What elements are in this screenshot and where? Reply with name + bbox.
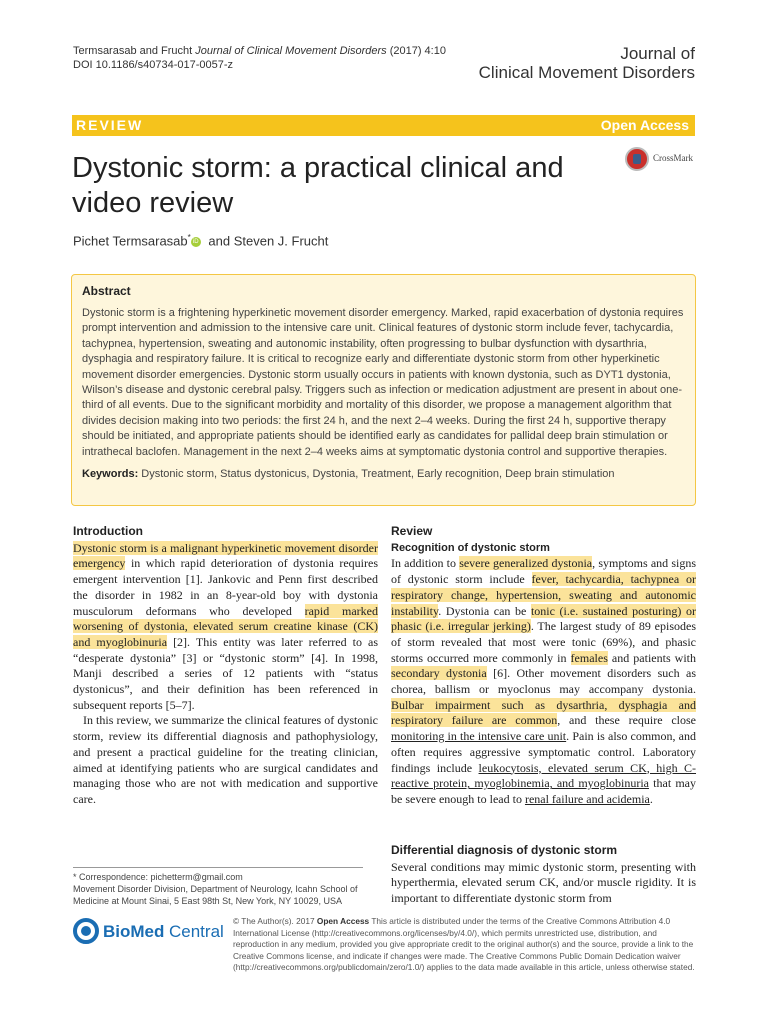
highlight: fever, tachycardia, tachypnea or respiratory change, hypertension, sweating and autonomic instability (391, 572, 696, 618)
underline: monitoring in the intensive care unit (391, 729, 567, 744)
keywords-label: Keywords: (82, 468, 139, 481)
differential-section (391, 843, 696, 907)
corresponding-mark: * (187, 233, 191, 242)
keywords-list: Dystonic storm, Status dystonicus, Dystonia, Treatment, Early recognition, Deep brain stimulation (138, 468, 615, 481)
underline: renal failure and acidemia (524, 791, 650, 806)
subsection-heading-recognition: Recognition of dystonic storm (391, 541, 550, 554)
article-type-banner (72, 115, 695, 136)
orcid-icon[interactable]: iD (191, 237, 201, 247)
highlight: rapid marked worsening of dystonia, elevated serum creatine kinase (CK) and myoglobinuria (73, 603, 378, 649)
differential-paragraph: Several conditions may mimic dystonic storm, presenting with hyperthermia, elevated serum CK, and/or muscle rigidity. It is important to differentiate dystonic storm from (391, 859, 696, 906)
open-access-label: Open Access (316, 916, 370, 926)
abstract-text: Dystonic storm is a frightening hyperkinetic movement disorder emergency. Marked, rapid exacerbation of dystonia requires prompt intervention and admission to the intensive care unit. Clinical features of dystonic storm include fever, tachycardia, tachypnea, hypertension, sweating and autonomic instability, often progressing to bulbar dysfunction with dysarthria, dysphagia and respiratory failure. It is critical to recognize early and differentiate dystonic storm from other hyperkinetic movement disorder emergencies. Dystonic storm usually occurs in patients with known dystonia, such as DYT1 dystonia, Wilson’s disease and dystonic cerebral palsy. Triggers such as infection or medication adjustment are present in about one-third of all events. Due to the significant morbidity and mortality of this disorder, we propose a management algorithm that divides decision making into two periods: the first 24 h, and the next 2–4 weeks. During the first 24 h, supportive therapy should be initiated, and appropriate patients should be identified early as candidates for pallidal deep brain stimulation or intrathecal baclofen. Management in the next 2–4 weeks aims at symptomatic dystonia control and supportive therapies. (82, 307, 684, 458)
citation-block (73, 44, 446, 72)
open-access-label: Open Access (600, 117, 689, 133)
highlight: Dystonic storm is a malignant hyperkinetic movement disorder emergency (73, 540, 378, 571)
citation-authors: Termsarasab and Frucht (73, 45, 193, 57)
text-run: . The largest study of 89 episodes of storm revealed that most were tonic (69%), and phasic storms occurred more commonly in (391, 619, 696, 665)
footnote (73, 871, 373, 907)
section-heading-review: Review (391, 524, 433, 538)
text-run: that may be severe enough to lead to (391, 776, 696, 806)
intro-paragraph: In this review, we summarize the clinical features of dystonic storm, review its differential diagnosis and pathophysiology, and present a practical guideline for the treating clinician, aimed at identifying patients who are surgical candidates and managing those who are not with medication and supportive care. (73, 713, 378, 806)
right-column (391, 524, 696, 808)
author-list (73, 233, 328, 248)
abstract-box (71, 274, 696, 506)
copyright: © The Author(s). 2017 (233, 916, 317, 926)
text-run: , and these require close (557, 713, 696, 728)
crossmark-icon (625, 147, 649, 171)
review-paragraph (391, 556, 696, 807)
biomed-central-icon (73, 918, 99, 944)
text-run: . Pain is also common, and often requires aggressive symptomatic control. Laboratory findings include (391, 729, 696, 775)
intro-paragraph (73, 541, 378, 714)
text-run: In addition to (391, 556, 460, 571)
abstract-heading: Abstract (82, 284, 131, 298)
text-run: and patients with (607, 650, 696, 665)
correspondence-email[interactable]: * Correspondence: pichetterm@gmail.com (73, 872, 243, 882)
highlight: Bulbar impairment such as dysarthria, dysphagia and respiratory failure are common (391, 697, 696, 728)
journal-name-line1: Journal of (620, 44, 695, 63)
logo-text: Central (169, 922, 224, 941)
affiliation: Movement Disorder Division, Department of Neurology, Icahn School of Medicine at Mount Sinai, 5 East 98th St, New York, NY 10029, USA (73, 884, 358, 906)
license-text: This article is distributed under the terms of the Creative Commons Attribution 4.0 International License (http://creativecommons.org/licenses/by/4.0/), which permits unrestricted use, distribution, and reproduction in any medium, provided you give appropriate credit to the original author(s) and the source, provide a link to the Creative Commons license, and indicate if changes were made. The Creative Commons Public Domain Dedication waiver (http://creativecommons.org/publicdomain/zero/1.0/) applies to the data made available in this article, unless otherwise stated. (233, 916, 695, 972)
text-run: [2]. This entity was later referred to as “desperate dystonia” [3] or “dystonic storm” [4]. In 1998, Manji described a series of 12 patients with “status dystonicus”, and their definition has been referenced in subsequent reports [5–7]. (73, 634, 379, 712)
article-type-label: REVIEW (76, 117, 144, 133)
doi[interactable]: DOI 10.1186/s40734-017-0057-z (73, 59, 234, 71)
journal-name-line2: Clinical Movement Disorders (478, 63, 695, 82)
left-column (73, 524, 378, 808)
citation-volume: (2017) 4:10 (386, 45, 446, 57)
text-run: . Dystonia can be (438, 603, 531, 618)
subsection-heading-differential: Differential diagnosis of dystonic storm (391, 843, 618, 857)
highlight: females (570, 650, 608, 665)
license-statement (233, 916, 703, 974)
text-run: . (649, 791, 653, 806)
article-title: Dystonic storm: a practical clinical and video review (72, 152, 564, 219)
citation-journal: Journal of Clinical Movement Disorders (195, 45, 387, 57)
biomed-central-logo[interactable] (73, 916, 233, 952)
highlight: tonic (i.e. sustained posturing) or phasic (i.e. irregular jerking) (391, 603, 696, 634)
text-run: , symptoms and signs of dystonic storm include (391, 556, 696, 587)
author-name: and Steven J. Frucht (204, 233, 329, 249)
logo-text-bold: BioMed (103, 922, 165, 941)
highlight: severe generalized dystonia (459, 556, 593, 571)
text-run: in which rapid deterioration of dystonia requires emergent intervention [1]. Jankovic and Penn first described the disorder in 1982 in an 8-year-old boy with dystonia musculorum deformans who developed (73, 556, 378, 618)
underline: leukocytosis, elevated serum CK, high C-reactive protein, myoglobinemia, and myoglobinuria (391, 760, 697, 791)
section-heading-introduction: Introduction (73, 524, 143, 538)
author-name: Pichet Termsarasab (73, 233, 188, 249)
keywords (82, 467, 685, 482)
crossmark-label: CrossMark (653, 153, 693, 163)
crossmark-badge[interactable] (625, 147, 699, 173)
journal-name (479, 44, 695, 82)
footnote-divider (73, 867, 363, 868)
highlight: secondary dystonia (391, 666, 487, 681)
text-run: [6]. Other movement disorders such as chorea, ballism or myoclonus may accompany dystonia. (391, 666, 696, 697)
